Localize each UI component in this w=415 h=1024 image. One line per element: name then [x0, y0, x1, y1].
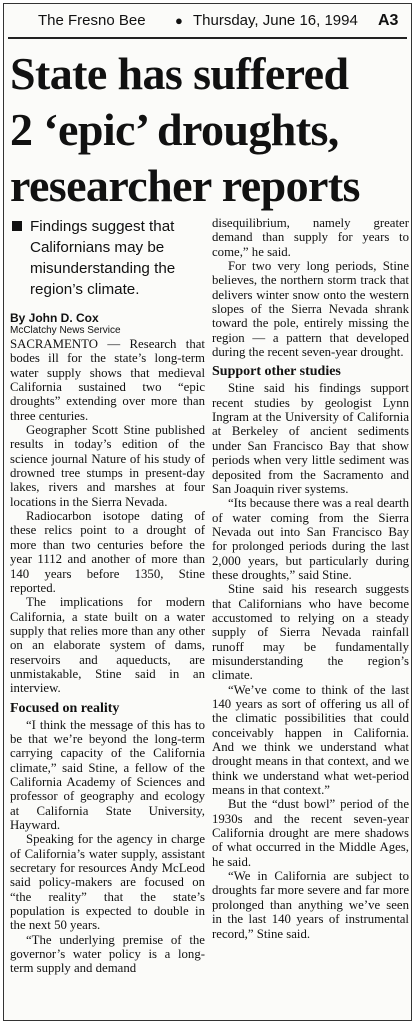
masthead-rule — [8, 37, 407, 39]
article-column-1 — [10, 216, 205, 976]
publication-date: Thursday, June 16, 1994 — [193, 12, 358, 29]
news-service: McClatchy News Service — [10, 325, 121, 336]
subhead: Focused on reality — [10, 700, 120, 716]
masthead-bullet: ● — [175, 13, 183, 28]
paragraph: SACRAMENTO — Research that bodes ill for the state’s long-term water supply shows that medieval California sustained two “epic droughts” extending over more than three centuries. — [10, 337, 205, 423]
paragraph: Geographer Scott Stine published results in today’s edition of the science journal Nature of his study of drowned tree stumps in present-day lakes, rivers and marshes at four locations in the Sierra Nevada. — [10, 423, 205, 509]
article-column-2 — [212, 216, 409, 941]
newspaper-name: The Fresno Bee — [38, 12, 146, 29]
headline — [10, 46, 407, 214]
paragraph: “The underlying premise of the governor’s water policy is a long-term supply and demand — [10, 932, 205, 976]
newspaper-clipping — [3, 3, 412, 1021]
paragraph: But the “dust bowl” period of the 1930s and the recent seven-year California drought are mere shadows of what occurred in the Middle Ages, he said. — [212, 797, 409, 869]
paragraph: “Its because there was a real dearth of water coming from the Sierra Nevada out into San Francisco Bay for prolonged periods during the last 2,000 years, but particularly during these droughts,” said Stine. — [212, 496, 409, 582]
paragraph: Speaking for the agency in charge of California’s water supply, assistant secretary for resources Andy McLeod said policy-makers are focused on “the reality” that the state’s population is expected to double in the next 50 years. — [10, 832, 205, 933]
paragraph: The implications for modern California, a state built on a water supply that relies more than any other on an elaborate system of dams, reservoirs and aqueducts, are unmistakable, Stine said in an interview. — [10, 595, 205, 696]
headline-line-1: State has suffered — [10, 48, 349, 99]
deck — [10, 216, 205, 300]
headline-line-3: researcher reports — [10, 160, 360, 211]
paragraph: “We’ve come to think of the last 140 years as sort of offering us all of the climatic possibilities that could conceivably happen in California. And we think we understand what drought means in that context, and we think we understand what wet-period means in that context.” — [212, 682, 409, 798]
page-number: A3 — [378, 12, 399, 29]
paragraph: For two very long periods, Stine believes, the northern storm track that delivers winter snow onto the western slopes of the Sierra Nevada shrank toward the pole, entirely missing the region — a pattern that developed during the recent seven-year drought. — [212, 259, 409, 360]
paragraph: Stine said his findings support recent studies by geologist Lynn Ingram at the University of California at Berkeley of ancient sediments under San Francisco Bay that show periods when very little sediment was deposited from the Sacramento and San Joaquin river systems. — [212, 381, 409, 496]
masthead — [4, 10, 411, 32]
deck-text: Findings suggest that Californians may be misunderstanding the region’s climate. — [30, 218, 176, 298]
paragraph: Radiocarbon isotope dating of these relics point to a drought of more than two centuries before the year 1112 and another of more than 140 years before 1350, Stine reported. — [10, 509, 205, 595]
paragraph: Stine said his research suggests that Californians who have become accustomed to relying on a steady supply of Sierra Nevada rainfall runoff may be fundamentally misunderstanding the region’s climate. — [212, 582, 409, 683]
paragraph: “We in California are subject to droughts far more severe and far more prolonged than anything we’ve seen in the last 140 years of instrumental record,” Stine said. — [212, 869, 409, 941]
paragraph: disequilibrium, namely greater demand than supply for years to come,” he said. — [212, 216, 409, 259]
deck-bullet-square — [12, 221, 22, 231]
byline: By John D. Cox — [10, 311, 99, 325]
subhead: Support other studies — [212, 364, 341, 380]
headline-line-2: 2 ‘epic’ droughts, — [10, 104, 339, 155]
paragraph: “I think the message of this has to be that we’re beyond the long-term carrying capacity of the California climate,” said Stine, a fellow of the California Academy of Sciences and professor of geography and ecology at California State University, Hayward. — [10, 717, 205, 832]
